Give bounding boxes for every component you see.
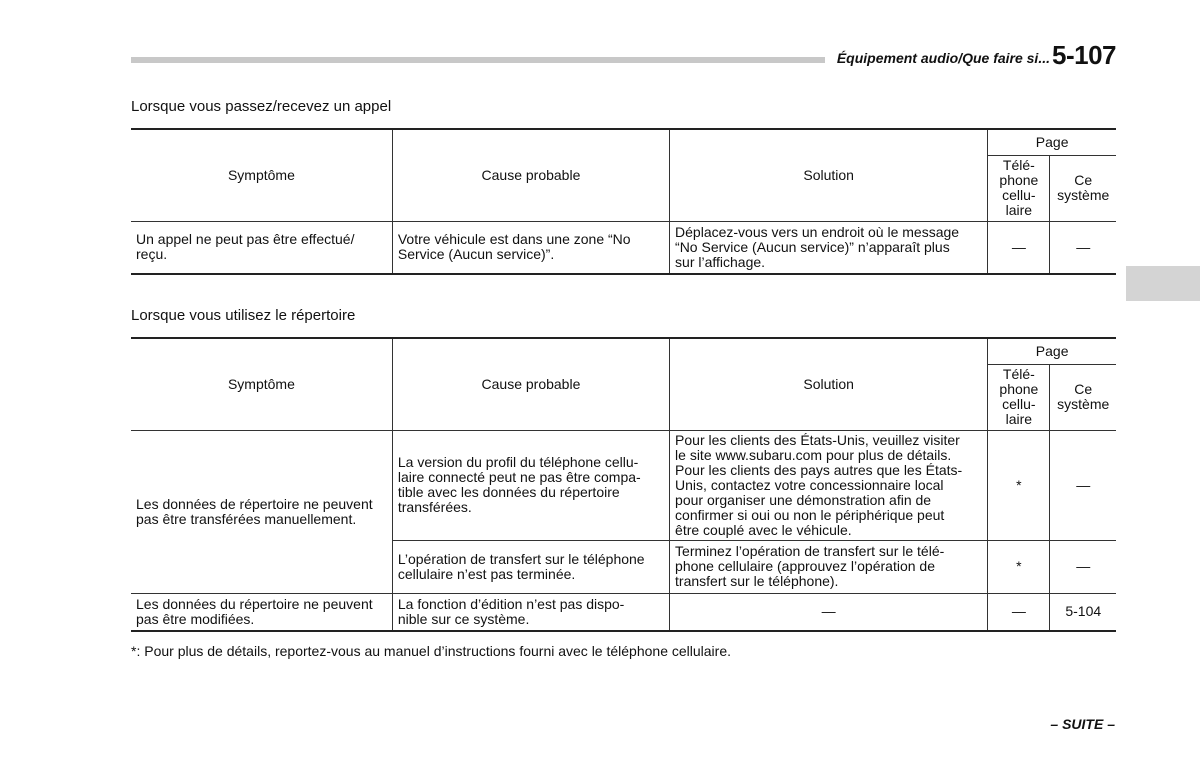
cell-symptom: Les données du répertoire ne peuvent pas être modifiées. <box>131 593 392 631</box>
cell-system-page: — <box>1050 430 1116 540</box>
call-troubleshooting-table <box>131 128 1116 275</box>
table-row <box>131 430 1116 540</box>
continue-label: – SUITE – <box>1050 716 1115 732</box>
header-system: Ce système <box>1050 364 1116 430</box>
cell-symptom: Un appel ne peut pas être effectué/ reçu. <box>131 221 392 274</box>
header-symptom: Symptôme <box>131 129 392 221</box>
header-rule <box>131 57 825 63</box>
cell-solution: Pour les clients des États-Unis, veuillez visiter le site www.subaru.com pour plus de détails. Pour les clients des pays autres que les États- Unis, contactez votre concessionnaire local pour organiser une démonstration afin de confirmer si oui ou non le périphérique peut être couplé avec le véhicule. <box>670 430 988 540</box>
cell-solution: Déplacez-vous vers un endroit où le message “No Service (Aucun service)” n’apparaît plus sur l’affichage. <box>670 221 988 274</box>
section-title-call: Lorsque vous passez/recevez un appel <box>131 98 392 115</box>
cell-system-page: 5-104 <box>1050 593 1116 631</box>
section-title-phonebook: Lorsque vous utilisez le répertoire <box>131 307 356 324</box>
header-cause: Cause probable <box>392 129 669 221</box>
cell-phone-page: — <box>988 593 1050 631</box>
cell-cause: La fonction d’édition n’est pas dispo- nible sur ce système. <box>392 593 669 631</box>
cell-cause: Votre véhicule est dans une zone “No Service (Aucun service)”. <box>392 221 669 274</box>
header-solution: Solution <box>670 129 988 221</box>
cell-phone-page: * <box>988 540 1050 593</box>
header-system: Ce système <box>1050 155 1116 221</box>
cell-cause: L’opération de transfert sur le téléphone cellulaire n’est pas terminée. <box>392 540 669 593</box>
cell-symptom: Les données de répertoire ne peuvent pas être transférées manuellement. <box>131 430 392 593</box>
page-number: 5-107 <box>1052 40 1116 70</box>
header-page: Page <box>988 129 1116 155</box>
header-page: Page <box>988 338 1116 364</box>
header-phone: Télé- phone cellu- laire <box>988 155 1050 221</box>
header-section-title: Équipement audio/Que faire si... <box>836 50 1050 66</box>
cell-solution: — <box>670 593 988 631</box>
phonebook-troubleshooting-table <box>131 337 1116 632</box>
cell-phone-page: * <box>988 430 1050 540</box>
header-phone: Télé- phone cellu- laire <box>988 364 1050 430</box>
table-row <box>131 593 1116 631</box>
header-symptom: Symptôme <box>131 338 392 430</box>
cell-phone-page: — <box>988 221 1050 274</box>
cell-system-page: — <box>1050 540 1116 593</box>
chapter-tab <box>1126 266 1200 301</box>
header-cause: Cause probable <box>392 338 669 430</box>
cell-cause: La version du profil du téléphone cellu- laire connecté peut ne pas être compa- tible avec les données du répertoire transférées. <box>392 430 669 540</box>
cell-system-page: — <box>1050 221 1116 274</box>
cell-solution: Terminez l’opération de transfert sur le télé- phone cellulaire (approuvez l’opération de transfert sur le téléphone). <box>670 540 988 593</box>
table-row <box>131 221 1116 274</box>
header-solution: Solution <box>670 338 988 430</box>
footnote: *: Pour plus de détails, reportez-vous au manuel d’instructions fourni avec le téléphone cellulaire. <box>131 643 732 659</box>
